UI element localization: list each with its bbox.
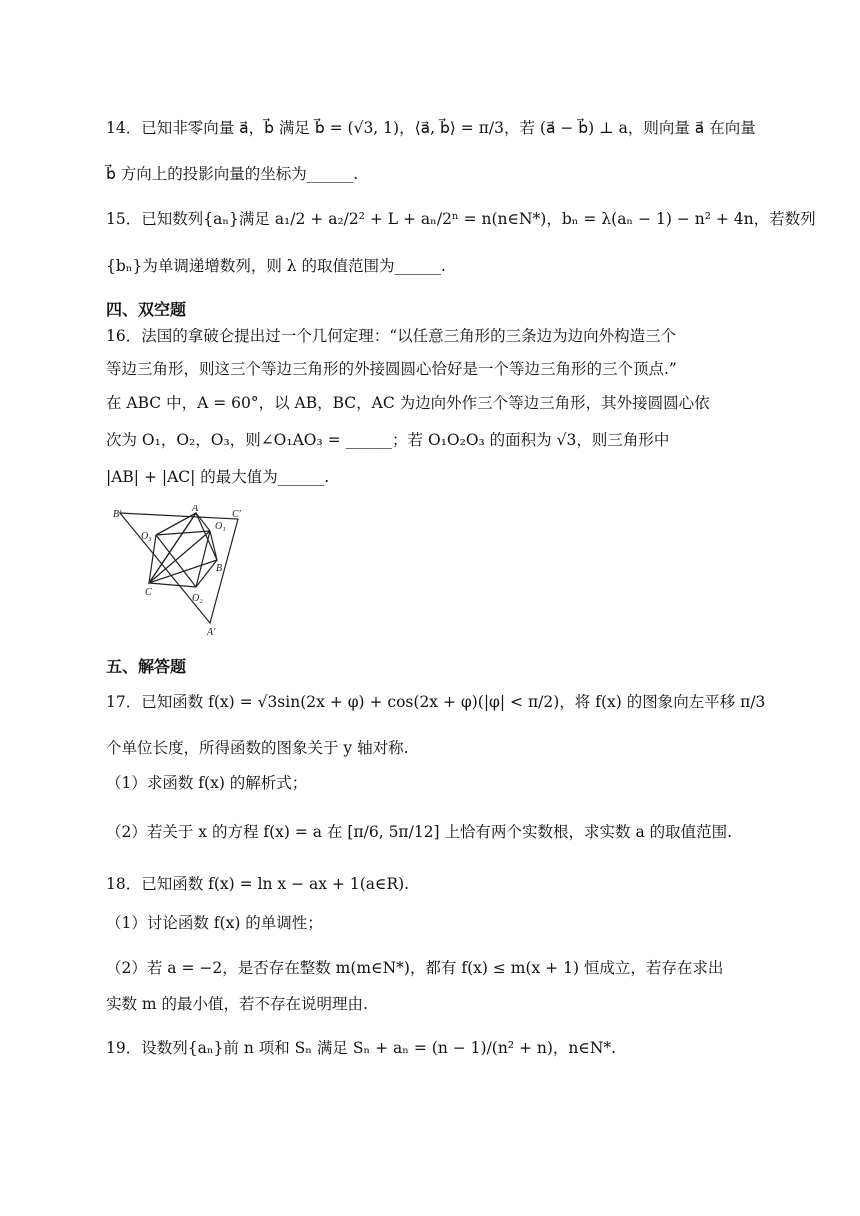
label-o2: O₂ bbox=[192, 593, 203, 604]
section-heading-solutions: 五、解答题 bbox=[106, 657, 187, 676]
q17-line-2: 个单位长度，所得函数的图象关于 y 轴对称. bbox=[106, 739, 409, 757]
q17-part-2: （2）若关于 x 的方程 f(x) = a 在 [π/6, 5π/12] 上恰有两个实数根，求实数 a 的取值范围. bbox=[106, 823, 733, 841]
q14-line-2: b⃗ 方向上的投影向量的坐标为______. bbox=[106, 165, 359, 183]
label-b: B bbox=[216, 563, 223, 574]
q15-line-2: {bₙ}为单调递增数列，则 λ 的取值范围为______. bbox=[106, 257, 446, 275]
label-a-prime: A′ bbox=[207, 627, 216, 638]
label-o1: O₁ bbox=[215, 521, 226, 532]
label-a: A bbox=[192, 505, 199, 514]
q16-line-2: 等边三角形，则这三个等边三角形的外接圆圆心恰好是一个等边三角形的三个顶点.” bbox=[106, 360, 677, 378]
section-heading-double-blank: 四、双空题 bbox=[106, 300, 187, 319]
label-b-prime: B′ bbox=[113, 509, 122, 520]
napoleon-triangle-figure bbox=[112, 505, 242, 640]
q16-line-4: 次为 O₁，O₂，O₃，则∠O₁AO₃ = ______；若 O₁O₂O₃ 的面积为 √3，则三角形中 bbox=[106, 431, 670, 449]
q18-part-1: （1）讨论函数 f(x) 的单调性； bbox=[106, 914, 323, 932]
q17-line-1: 17．已知函数 f(x) = √3sin(2x + φ) + cos(2x + φ)(|φ| < π/2)，将 f(x) 的图象向左平移 π/3 bbox=[106, 693, 766, 711]
q17-part-1: （1）求函数 f(x) 的解析式； bbox=[106, 774, 308, 792]
q16-line-5: |AB| + |AC| 的最大值为______. bbox=[106, 468, 330, 486]
q18-line-1: 18．已知函数 f(x) = ln x − ax + 1(a∈R). bbox=[106, 875, 410, 893]
q16-line-3: 在 ABC 中，A = 60°，以 AB，BC，AC 为边向外作三个等边三角形，其外接圆圆心依 bbox=[106, 394, 710, 412]
q16-line-1: 16．法国的拿破仑提出过一个几何定理：“以任意三角形的三条边为边向外构造三个 bbox=[106, 327, 677, 345]
label-o3: O₃ bbox=[141, 531, 152, 542]
label-c: C bbox=[145, 587, 152, 598]
q19-line-1: 19．设数列{aₙ}前 n 项和 Sₙ 满足 Sₙ + aₙ = (n − 1)/(n² + n)，n∈N*. bbox=[106, 1039, 617, 1057]
q18-part-2-cont: 实数 m 的最小值，若不存在说明理由. bbox=[106, 995, 368, 1013]
q18-part-2: （2）若 a = −2，是否存在整数 m(m∈N*)，都有 f(x) ≤ m(x + 1) 恒成立，若存在求出 bbox=[106, 959, 724, 977]
q15-line-1: 15．已知数列{aₙ}满足 a₁/2 + a₂/2² + L + aₙ/2ⁿ = n(n∈N*)，bₙ = λ(aₙ − 1) − n² + 4n，若数列 bbox=[106, 210, 816, 228]
q14-line-1: 14．已知非零向量 a⃗，b⃗ 满足 b⃗ = (√3, 1)，⟨a⃗, b⃗⟩ = π/3，若 (a⃗ − b⃗) ⊥ a，则向量 a⃗ 在向量 bbox=[106, 119, 756, 137]
label-c-prime: C′ bbox=[232, 509, 241, 520]
